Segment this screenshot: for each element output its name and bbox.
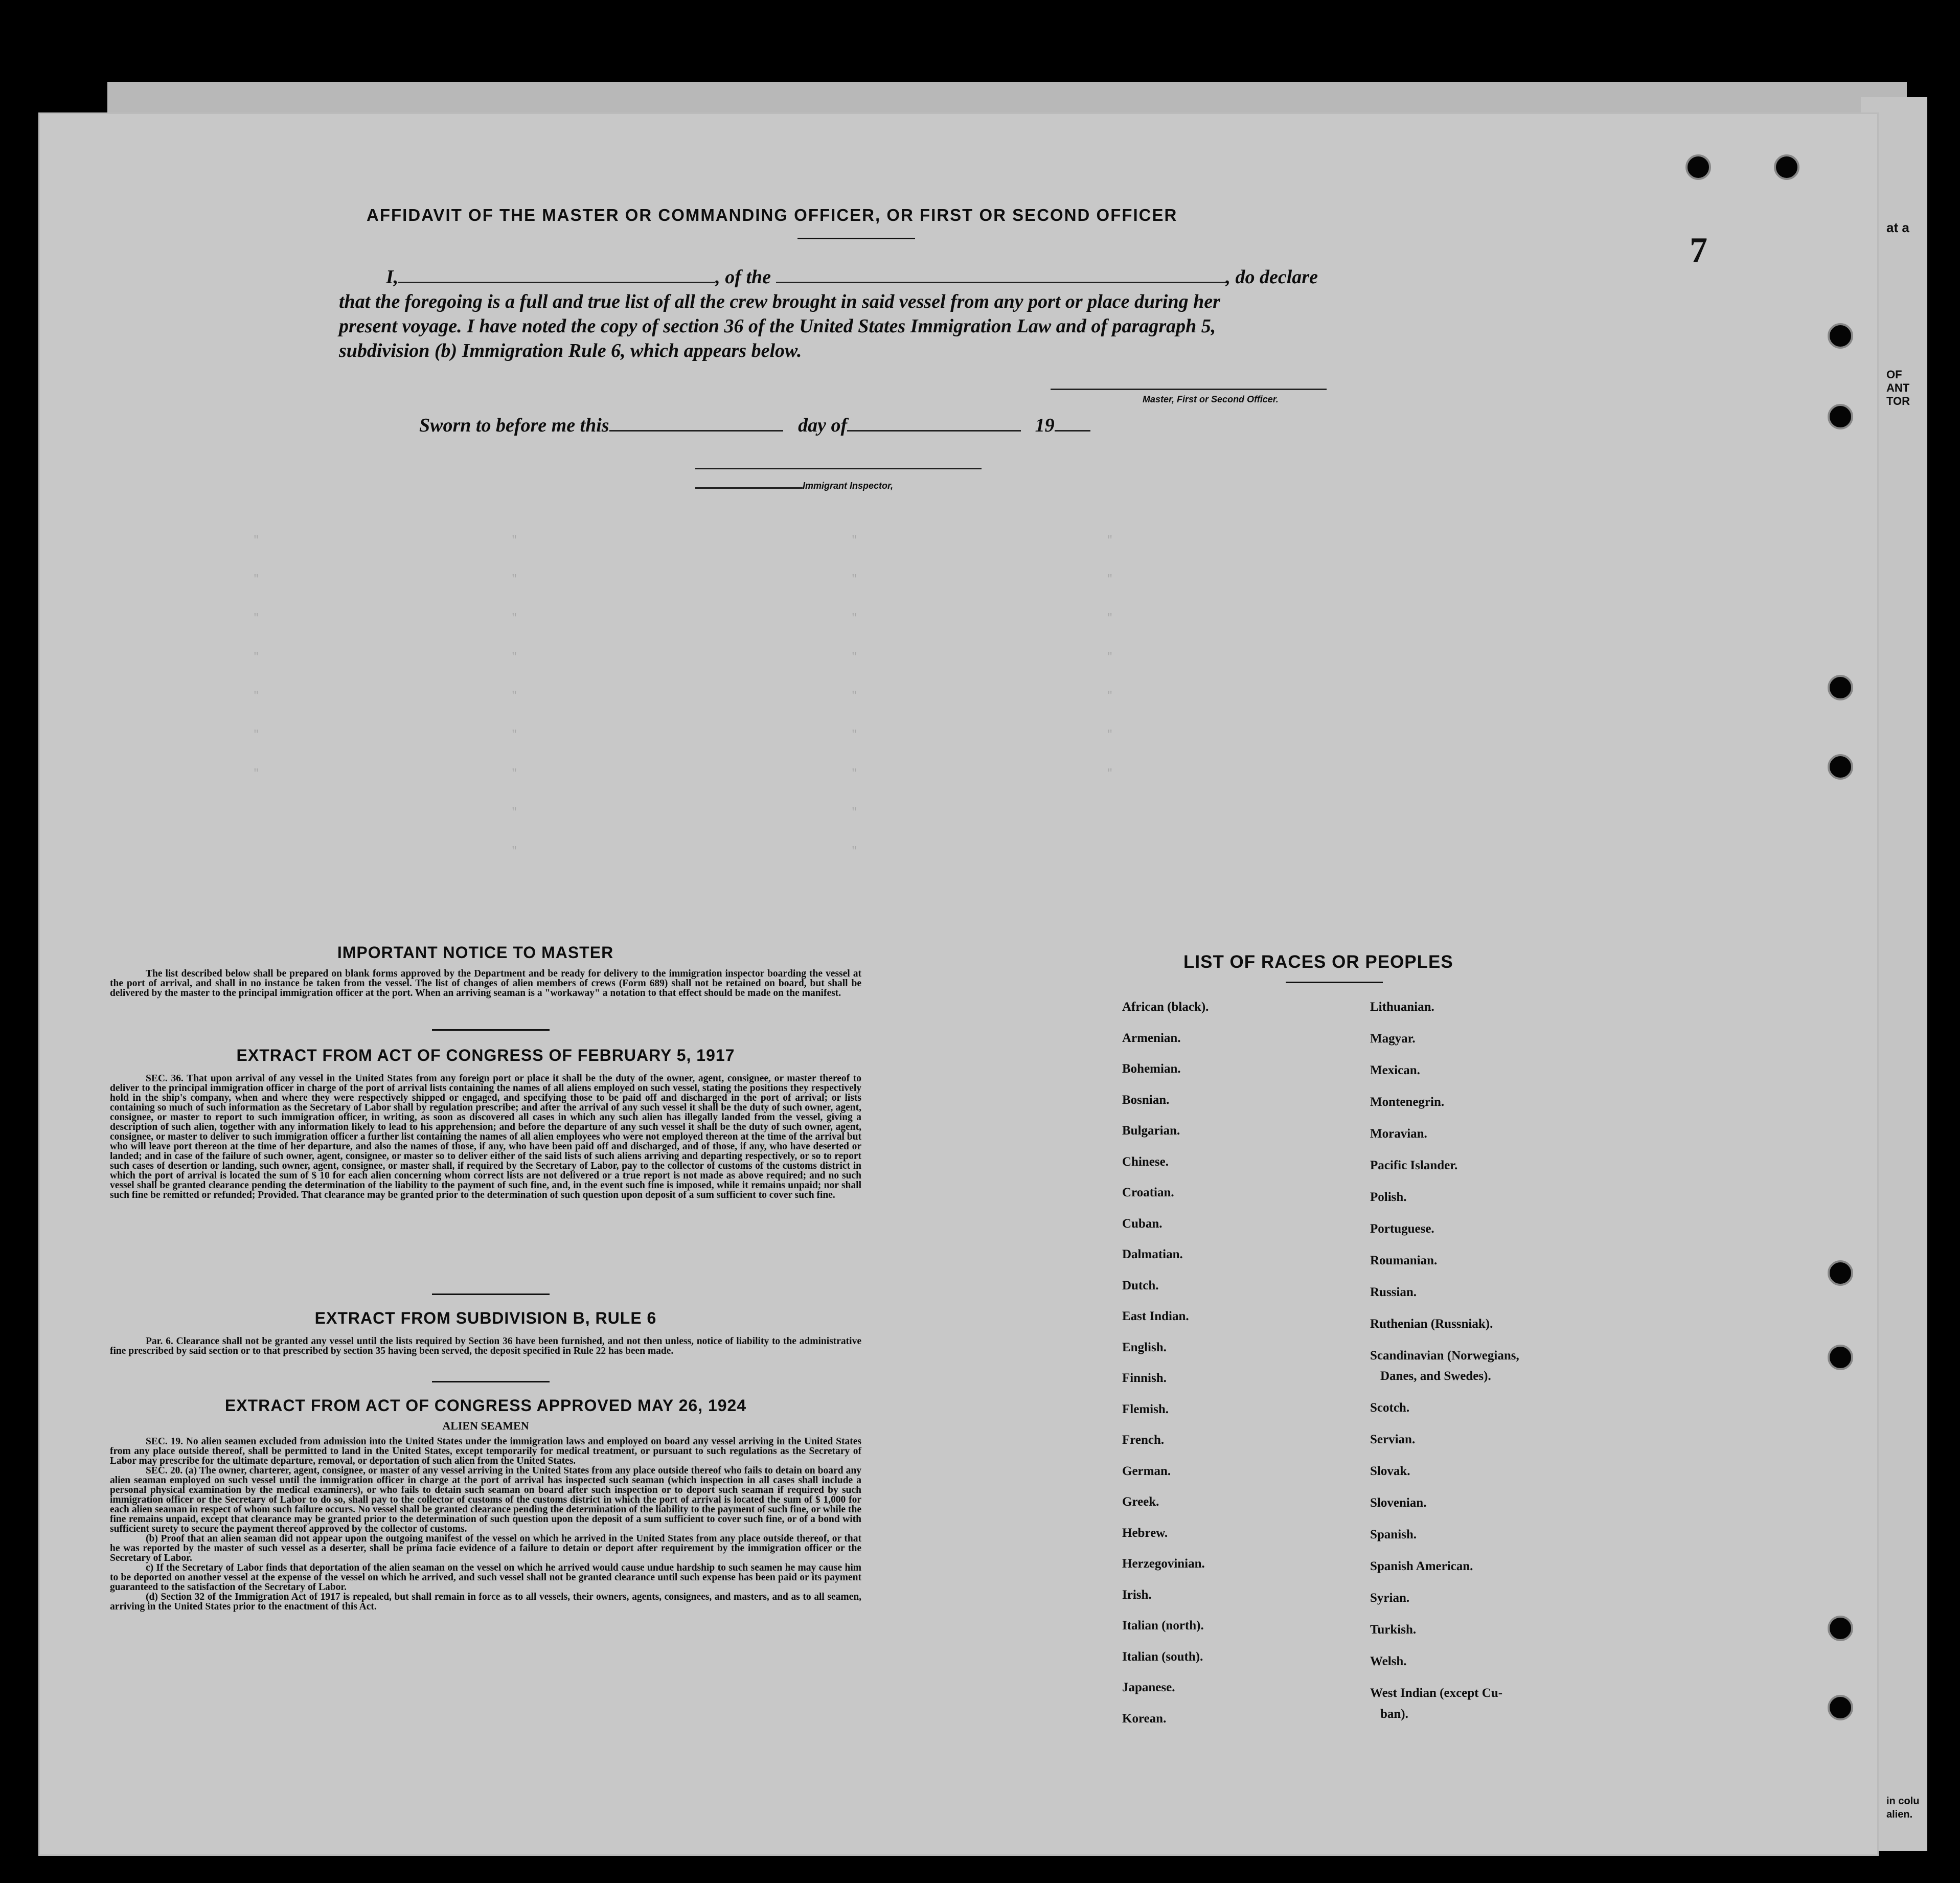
race-item: Scotch. bbox=[1370, 1401, 1410, 1415]
binder-hole bbox=[1774, 154, 1799, 180]
race-item: French. bbox=[1122, 1433, 1165, 1447]
bleed-through-marks: " " " " " " " " " bbox=[851, 535, 858, 857]
race-item: Bulgarian. bbox=[1122, 1124, 1180, 1138]
rule6-paragraph: Par. 6. Clearance shall not be granted any vessel until the lists required by Section 36 have been furnished, and not then unless, notice of liability to the administrative fine prescribed by said section or to that prescribed by section 35 having been served, the deposit specified in Rule 22 has been made. bbox=[110, 1336, 861, 1356]
inspector-blank[interactable] bbox=[695, 487, 803, 489]
race-item: Cuban. bbox=[1122, 1216, 1163, 1231]
race-item: Syrian. bbox=[1370, 1591, 1410, 1605]
binder-hole bbox=[1685, 154, 1711, 180]
race-item: Welsh. bbox=[1370, 1654, 1407, 1669]
race-item: Slovak. bbox=[1370, 1464, 1410, 1479]
race-item: Danes, and Swedes). bbox=[1380, 1369, 1491, 1383]
race-item: Greek. bbox=[1122, 1495, 1159, 1509]
margin-fragment: OF bbox=[1886, 368, 1902, 381]
binder-hole bbox=[1828, 754, 1853, 780]
race-item: Spanish American. bbox=[1370, 1559, 1473, 1574]
inspector-signature-line[interactable] bbox=[695, 468, 982, 469]
margin-fragment: TOR bbox=[1886, 395, 1910, 407]
binder-hole bbox=[1828, 1345, 1853, 1370]
rule6-title: EXTRACT FROM SUBDIVISION B, RULE 6 bbox=[314, 1309, 657, 1327]
race-item: Dalmatian. bbox=[1122, 1247, 1183, 1261]
race-item: Pacific Islander. bbox=[1370, 1159, 1458, 1172]
race-item: Herzegovinian. bbox=[1122, 1557, 1205, 1571]
race-item: Flemish. bbox=[1122, 1402, 1169, 1416]
binder-hole bbox=[1828, 1616, 1853, 1641]
race-item: ban). bbox=[1380, 1707, 1408, 1721]
section-divider bbox=[432, 1381, 550, 1382]
race-item: Italian (south). bbox=[1122, 1649, 1203, 1664]
races-title: LIST OF RACES OR PEOPLES bbox=[1183, 952, 1453, 972]
race-item: English. bbox=[1122, 1340, 1167, 1354]
notice-title: IMPORTANT NOTICE TO MASTER bbox=[337, 943, 614, 962]
race-item: Turkish. bbox=[1370, 1623, 1417, 1637]
extract-1924-sec20c: c) If the Secretary of Labor finds that deportation of the alien seaman on the vessel on which he arrived would cause undue hardship to such seamen he may cause him to be deported on another vessel at the expense of the vessel on which he arrived, and such vessel shall not be granted clearance until such expense has been paid or its payment guaranteed to the satisfaction of the Secretary of Labor. bbox=[110, 1562, 861, 1593]
race-item: Chinese. bbox=[1122, 1154, 1169, 1169]
extract-1917-paragraph: SEC. 36. That upon arrival of any vessel in the United States from any foreign port or place it shall be the duty of the owner, agent, consignee, or master thereof to deliver to the principal immigration officer in charge of the port of arrival lists containing the names of all aliens employed on such vessel, stating the positions they respectively hold in the ship's company, when and where they were respectively shipped or engaged, and specifying those to be paid off and discharged in the port of arrival; or lists containing so much of such information as the Secretary of Labor shall by regulation prescribe; and after the arrival of any such vessel it shall be the duty of such owner, agent, consignee, or master to report to such immigration officer, in writing, as soon as discovered all cases in which any such alien has illegally landed from the vessel, giving a description of such alien, together with any information likely to lead to his apprehension; and before the departure of any such vessel it shall be the duty of such owner, agent, consignee, or master to deliver to such immigration officer a further list containing the names of all alien employees who were not employed thereon at the time of the arrival but who will leave port thereon at the time of her departure, and also the names of those, if any, who have been paid off and discharged, and of those, if any, who have deserted or landed; and in case of the failure of such owner, agent, consignee, or master so to deliver either of the said lists of such aliens arriving and departing respectively, or so to report such cases of desertion or landing, such owner, agent, consignee, or master shall, if required by the Secretary of Labor, pay to the collector of customs of the customs district in which the port of arrival is located the sum of $ 10 for each alien concerning whom correct lists are not delivered or a true report is not made as above required; and no such vessel shall be granted clearance pending the determination of the liability to the payment of such fine, and, in the event such fine is imposed, while it remains unpaid; nor shall such fine be remitted or refunded; Provided. That clearance may be granted prior to the determination of such question upon deposit of a sum sufficient to cover such fine. bbox=[110, 1073, 861, 1200]
margin-fragment: ANT bbox=[1886, 381, 1910, 394]
sworn-month-blank[interactable] bbox=[847, 429, 1021, 432]
margin-fragment: alien. bbox=[1886, 1809, 1913, 1820]
race-item: Russian. bbox=[1370, 1285, 1417, 1299]
day-of-label: day of bbox=[798, 415, 848, 436]
race-item: Finnish. bbox=[1122, 1371, 1167, 1385]
year-blank[interactable] bbox=[1055, 429, 1090, 432]
sworn-label: Sworn to before me this bbox=[419, 415, 609, 436]
binder-hole bbox=[1828, 1260, 1853, 1286]
bleed-through-marks: " " " " " " " " " bbox=[511, 535, 518, 857]
of-the-label: , of the bbox=[715, 266, 771, 288]
race-item: Mexican. bbox=[1370, 1063, 1420, 1077]
inspector-line-wrap bbox=[695, 481, 893, 491]
pencil-number: 7 bbox=[1690, 231, 1707, 270]
margin-fragment-group bbox=[1886, 368, 1910, 408]
notice-paragraph: The list described below shall be prepared on blank forms approved by the Department and be ready for delivery to the immigration inspector boarding the vessel at the port of arrival, and shall in no instance be taken from the vessel. The list of changes of alien members of crews (Form 689) shall not be retained on board, but shall be delivered by the master to the principal immigration officer at the port. When an arriving seaman is a "workaway" a notation to that effect should be made on the manifest. bbox=[110, 968, 861, 999]
race-item: Dutch. bbox=[1122, 1278, 1159, 1292]
race-item: West Indian (except Cu- bbox=[1370, 1686, 1503, 1700]
extract-1924-subtitle: ALIEN SEAMEN bbox=[442, 1419, 529, 1432]
master-signature-line[interactable] bbox=[1051, 389, 1327, 390]
declaration-line-2: present voyage. I have noted the copy of section 36 of the United States Immigration Law and of paragraph 5, bbox=[339, 315, 1216, 337]
section-divider bbox=[432, 1029, 550, 1031]
races-title-underline bbox=[1286, 982, 1383, 983]
race-item: German. bbox=[1122, 1464, 1171, 1478]
declaration-line-1: that the foregoing is a full and true list of all the crew brought in said vessel from any port or place during her bbox=[339, 291, 1220, 312]
binder-hole bbox=[1828, 404, 1853, 429]
declaration-line-0 bbox=[386, 266, 1318, 288]
extract-1924-title: EXTRACT FROM ACT OF CONGRESS APPROVED MAY 26, 1924 bbox=[224, 1396, 747, 1415]
rule6-text bbox=[110, 1336, 861, 1356]
race-item: Bosnian. bbox=[1122, 1093, 1170, 1107]
race-item: Roumanian. bbox=[1370, 1254, 1438, 1267]
extract-1924-sec19: SEC. 19. No alien seamen excluded from admission into the United States under the immigration laws and employed on board any vessel arriving in the United States from any place outside thereof, shall be permitted to land in the United States, except temporarily for medical treatment, or pursuant to such regulations as the Secretary of Labor may prescribe for the ultimate departure, removal, or deportation of such alien from the United States. bbox=[110, 1436, 861, 1466]
race-item: Servian. bbox=[1370, 1433, 1416, 1447]
race-item: Croatian. bbox=[1122, 1186, 1174, 1199]
declaration-line-3: subdivision (b) Immigration Rule 6, which appears below. bbox=[339, 340, 802, 361]
form-sheet bbox=[38, 112, 1879, 1856]
race-item: Hebrew. bbox=[1122, 1526, 1168, 1540]
race-item: Magyar. bbox=[1370, 1032, 1416, 1046]
race-item: Polish. bbox=[1370, 1190, 1407, 1204]
race-item: Portuguese. bbox=[1370, 1222, 1434, 1236]
vessel-blank[interactable] bbox=[776, 281, 1226, 283]
race-item: Bohemian. bbox=[1122, 1062, 1181, 1076]
race-item: African (black). bbox=[1122, 1000, 1209, 1014]
name-blank[interactable] bbox=[398, 281, 715, 283]
notice-text bbox=[110, 969, 861, 998]
race-item: East Indian. bbox=[1122, 1309, 1189, 1323]
race-item: Scandinavian (Norwegians, bbox=[1370, 1349, 1519, 1363]
margin-fragment: at a bbox=[1886, 220, 1909, 235]
race-item: Japanese. bbox=[1122, 1681, 1175, 1694]
extract-1924-text bbox=[110, 1437, 861, 1612]
i-label: I, bbox=[386, 266, 399, 288]
race-item: Spanish. bbox=[1370, 1528, 1417, 1542]
margin-fragment-group bbox=[1886, 1795, 1919, 1821]
inspector-label: Immigrant Inspector, bbox=[803, 481, 894, 491]
year-prefix: 19 bbox=[1035, 415, 1055, 436]
affidavit-title: AFFIDAVIT OF THE MASTER OR COMMANDING OFFICER, OR FIRST OR SECOND OFFICER bbox=[367, 206, 1178, 224]
bleed-through-marks: " " " " " " " bbox=[1107, 535, 1113, 780]
sworn-line bbox=[419, 414, 1090, 437]
extract-1924-sec20a: SEC. 20. (a) The owner, charterer, agent, consignee, or master of any vessel arriving in the United States from any place outside thereof who fails to detain on board any alien seaman employed on such vessel until the immigration officer in charge at the port of arrival has inspected such seaman (which inspection in all cases shall include a personal physical examination by the medical examiners), or who fails to detain such seaman on board after such inspection or to deport such seaman if required by such immigration officer or the Secretary of Labor to do so, shall pay to the collector of customs of the customs district in which the port of arrival is located the sum of $ 1,000 for each alien seaman in respect of whom such failure occurs. No vessel shall be granted clearance pending the determination of the liability to the payment of such fine, or while the fine remains unpaid, except that clearance may be granted prior to the determination of such question upon the deposit of a sum sufficient to cover such fine, or of a bond with sufficient surety to secure the payment thereof approved by the collector of customs. bbox=[110, 1465, 861, 1534]
extract-1917-text bbox=[110, 1074, 861, 1200]
race-item: Montenegrin. bbox=[1370, 1095, 1445, 1109]
extract-1924-sec20b: (b) Proof that an alien seaman did not appear upon the outgoing manifest of the vessel on which he arrived in the United States from any place outside thereof, or that he was reported by the master of such vessel as a deserter, shall be prima facie evidence of a failure to detain or deport after requirement by the immigration officer or the Secretary of Labor. bbox=[110, 1533, 861, 1563]
race-item: Italian (north). bbox=[1122, 1619, 1204, 1632]
margin-fragment: in colu bbox=[1886, 1796, 1920, 1807]
bleed-through-marks: " " " " " " " bbox=[253, 535, 260, 780]
extract-1924-sec20d: (d) Section 32 of the Immigration Act of 1917 is repealed, but shall remain in force as to all vessels, their owners, agents, consignees, and masters, and as to all seamen, arriving in the United States prior to the enactment of this Act. bbox=[110, 1592, 861, 1612]
title-underline bbox=[797, 238, 915, 239]
race-item: Ruthenian (Russniak). bbox=[1370, 1317, 1493, 1331]
binder-hole bbox=[1828, 323, 1853, 349]
master-signature-label: Master, First or Second Officer. bbox=[1143, 394, 1279, 404]
section-divider bbox=[432, 1294, 550, 1295]
race-item: Slovenian. bbox=[1370, 1496, 1427, 1510]
race-item: Lithuanian. bbox=[1370, 1000, 1434, 1014]
race-item: Moravian. bbox=[1370, 1127, 1427, 1141]
binder-hole bbox=[1828, 675, 1853, 700]
race-item: Korean. bbox=[1122, 1711, 1167, 1726]
race-item: Armenian. bbox=[1122, 1031, 1181, 1045]
binder-hole bbox=[1828, 1695, 1853, 1720]
extract-1917-title: EXTRACT FROM ACT OF CONGRESS OF FEBRUARY 5, 1917 bbox=[236, 1046, 735, 1064]
do-declare-label: , do declare bbox=[1225, 266, 1318, 288]
race-item: Irish. bbox=[1122, 1587, 1152, 1602]
sworn-day-blank[interactable] bbox=[609, 429, 783, 432]
